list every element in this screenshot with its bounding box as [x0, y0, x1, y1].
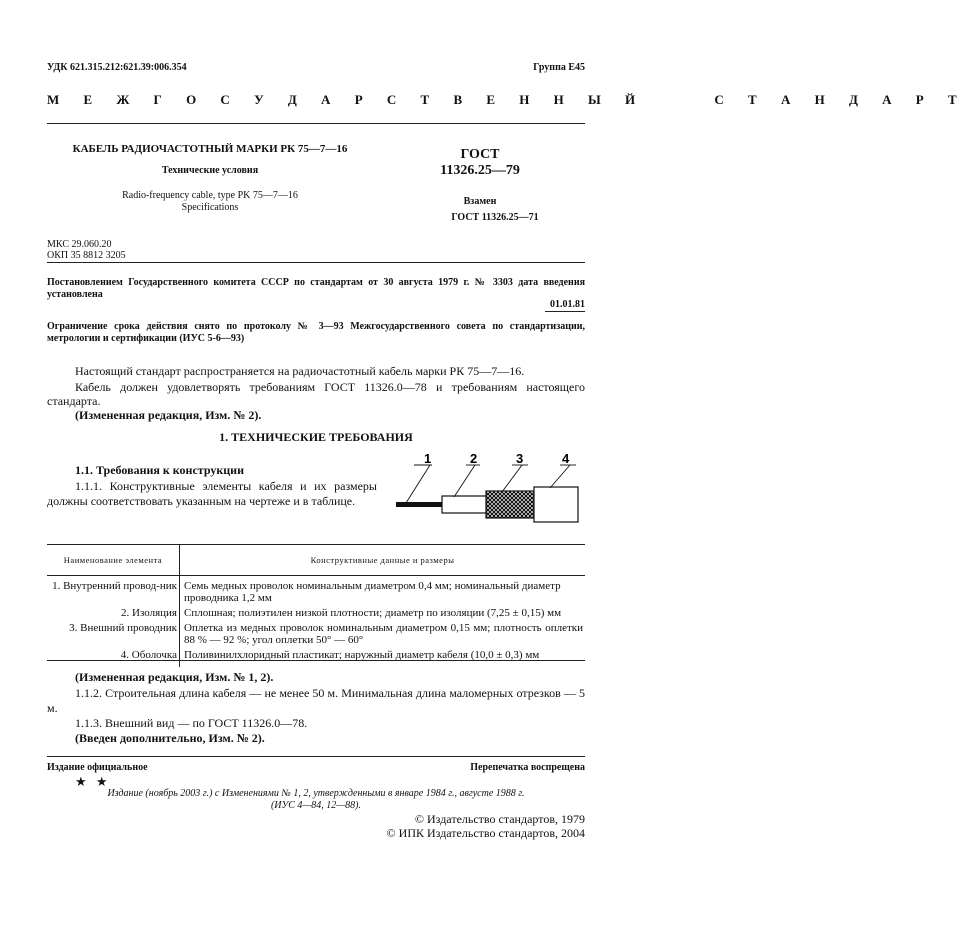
jacket — [534, 487, 578, 522]
table-row — [47, 604, 585, 619]
udk-code: УДК 621.315.212:621.39:006.354 — [47, 62, 187, 73]
footer-divider — [47, 756, 585, 757]
table-row — [47, 646, 585, 667]
doc-subtitle: Технические условия — [161, 165, 259, 176]
label-4: 4 — [562, 451, 570, 466]
row-data: Оплетка из медных проволок номинальным диаметром 0,15 мм; плотность оплетки 88 % — 92 %; угол оплетки 50° — 60° — [184, 622, 583, 646]
col-header-element: Наименование элемента — [47, 545, 180, 576]
p111: 1.1.1. Конструктивные элементы кабеля и их размеры должны соответствовать указанным на чертеже и в таблице. — [47, 479, 377, 508]
section-heading: 1. ТЕХНИЧЕСКИЕ ТРЕБОВАНИЯ — [219, 430, 413, 444]
decree-date: 01.01.81 — [550, 299, 585, 310]
label-2: 2 — [470, 451, 478, 466]
ius-note: (ИУС 4—84, 12—88). — [270, 800, 362, 811]
gost-label: ГОСТ — [460, 147, 500, 162]
decree-text: Постановлением Государственного комитета СССР по стандартам от 30 августа 1979 г. № 3303 дата введения установлена — [47, 277, 585, 300]
insulation — [442, 496, 488, 513]
gost-number: 11326.25—79 — [440, 163, 520, 178]
edition-note: Издание (ноябрь 2003 г.) с Изменениями № 1, 2, утвержденными в январе 1984 г., августе 1988 г. — [107, 788, 525, 799]
label-3: 3 — [516, 451, 524, 466]
doc-title: КАБЕЛЬ РАДИОЧАСТОТНЫЙ МАРКИ РК 75—7—16 — [72, 143, 348, 155]
inner-conductor — [396, 502, 446, 507]
intro-p2: Кабель должен удовлетворять требованиям ГОСТ 11326.0—78 и требованиям настоящего стандарта. — [47, 380, 585, 408]
group-code: Группа Е45 — [533, 62, 585, 73]
row-name: 4. Оболочка — [47, 646, 180, 667]
replaces-number: ГОСТ 11326.25—71 — [451, 212, 539, 223]
label-1: 1 — [424, 451, 432, 466]
official-edition: Издание официальное — [47, 762, 148, 773]
after-table-p1: (Измененная редакция, Изм. № 1, 2). — [75, 670, 274, 684]
row-name: 2. Изоляция — [47, 604, 180, 619]
row-data: Сплошная; полиэтилен низкой плотности; диаметр по изоляции (7,25 ± 0,15) мм — [184, 607, 562, 619]
outer-conductor — [486, 491, 536, 518]
okp-code: ОКП 35 8812 3205 — [47, 250, 126, 261]
reprint-notice: Перепечатка воспрещена — [470, 762, 585, 773]
col-header-data: Конструктивные данные и размеры — [180, 545, 586, 576]
date-underline — [545, 311, 585, 312]
row-data: Поливинилхлоридный пластикат; наружный диаметр кабеля (10,0 ± 0,3) мм — [184, 649, 540, 661]
p113: 1.1.3. Внешний вид — по ГОСТ 11326.0—78. — [75, 716, 308, 730]
stars: ★ ★ — [75, 774, 111, 789]
doc-subtitle-en: Specifications — [181, 202, 239, 213]
p-introduced: (Введен дополнительно, Изм. № 2). — [75, 731, 265, 745]
table-row — [47, 619, 585, 646]
intro-p3: (Измененная редакция, Изм. № 2). — [75, 408, 262, 422]
intro-p1: Настоящий стандарт распространяется на радиочастотный кабель марки РК 75—7—16. — [75, 364, 525, 378]
mks-code: МКС 29.060.20 — [47, 239, 112, 250]
row-name: 3. Внешний проводник — [47, 619, 180, 646]
sub-heading: 1.1. Требования к конструкции — [75, 463, 245, 477]
cable-drawing — [390, 452, 590, 530]
replaces-label: Взамен — [463, 196, 497, 207]
divider — [47, 262, 585, 263]
divider — [47, 123, 585, 124]
standard-type: М Е Ж Г О С У Д А Р С Т В Е Н Н Ы Й С Т А Н Д А Р Т — [47, 92, 967, 107]
table-bottom-border — [47, 660, 585, 661]
doc-title-en: Radio-frequency cable, type PK 75—7—16 — [122, 190, 298, 201]
row-data: Семь медных проволок номинальным диаметром 0,4 мм; номинальный диаметр проводника 1,2 мм — [184, 580, 561, 604]
row-name: 1. Внутренний провод-ник — [47, 576, 180, 605]
table-row — [47, 576, 585, 605]
copyright-2004: © ИПК Издательство стандартов, 2004 — [386, 826, 585, 840]
restriction-text: Ограничение срока действия снято по протоколу № 3—93 Межгосударственного совета по стандартизации, метрологии и сертификации (ИУС 5-6—93) — [47, 321, 585, 344]
copyright-1979: © Издательство стандартов, 1979 — [414, 812, 585, 826]
p112: 1.1.2. Строительная длина кабеля — не менее 50 м. Минимальная длина маломерных отрезков — 5 м. — [47, 686, 585, 715]
spec-table — [47, 545, 585, 667]
